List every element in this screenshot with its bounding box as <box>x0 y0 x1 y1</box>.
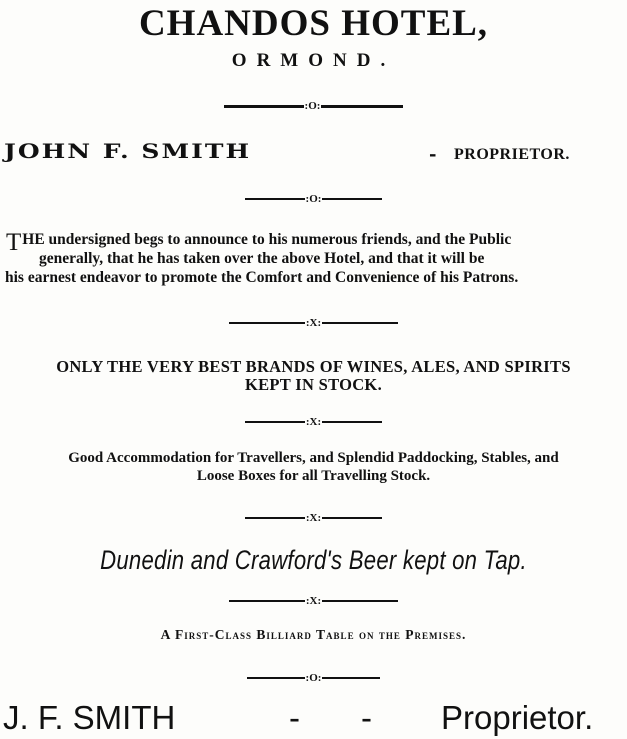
drop-cap: T <box>6 229 22 256</box>
billiard-notice: A First-Class Billiard Table on the Premises. <box>160 627 467 642</box>
accommodation-line-1: Good Accommodation for Travellers, and Splendid Paddocking, Stables, and <box>68 450 559 466</box>
divider-ornament: :O: <box>305 193 322 205</box>
divider-4 <box>0 416 627 428</box>
divider-2 <box>0 193 627 205</box>
intro-line-2: generally, that he has taken over the above Hotel, and that it will be <box>39 250 485 267</box>
divider-7 <box>0 672 627 684</box>
intro-line-1: HE undersigned begs to announce to his numerous friends, and the Public <box>22 231 512 248</box>
accommodation-line-2: Loose Boxes for all Travelling Stock. <box>196 468 431 484</box>
divider-5 <box>0 512 627 524</box>
divider-3 <box>0 317 627 329</box>
divider-1 <box>0 100 627 112</box>
intro-paragraph <box>6 230 626 287</box>
proprietor-title: PROPRIETOR. <box>454 146 570 163</box>
town-name: ORMOND. <box>231 50 396 71</box>
divider-ornament: :X: <box>305 416 322 428</box>
proprietor-name: JOHN F. SMITH <box>4 140 252 163</box>
divider-ornament: :X: <box>305 317 322 329</box>
intro-line-3: his earnest endeavor to promote the Comfort and Convenience of his Patrons. <box>5 269 519 286</box>
divider-ornament: :O: <box>304 100 321 112</box>
beer-notice: Dunedin and Crawford's Beer kept on Tap. <box>100 545 527 575</box>
footer-dash-1: - <box>289 699 300 736</box>
footer-signature <box>3 700 623 736</box>
accommodation-notice <box>0 449 627 485</box>
footer-dash-2: - <box>361 699 372 736</box>
divider-ornament: :X: <box>305 512 322 524</box>
divider-ornament: :X: <box>305 595 322 607</box>
proprietor-dash: - <box>429 144 437 165</box>
brands-line-1: ONLY THE VERY BEST BRANDS OF WINES, ALES, AND SPIRITS <box>56 357 571 376</box>
footer-title: Proprietor. <box>441 699 594 736</box>
brands-notice <box>0 358 627 394</box>
divider-ornament: :O: <box>305 672 322 684</box>
footer-name: J. F. SMITH <box>3 699 176 736</box>
brands-line-2: KEPT IN STOCK. <box>244 375 382 394</box>
hotel-name: CHANDOS HOTEL, <box>138 3 489 44</box>
divider-6 <box>0 595 627 607</box>
proprietor-line <box>4 140 624 170</box>
